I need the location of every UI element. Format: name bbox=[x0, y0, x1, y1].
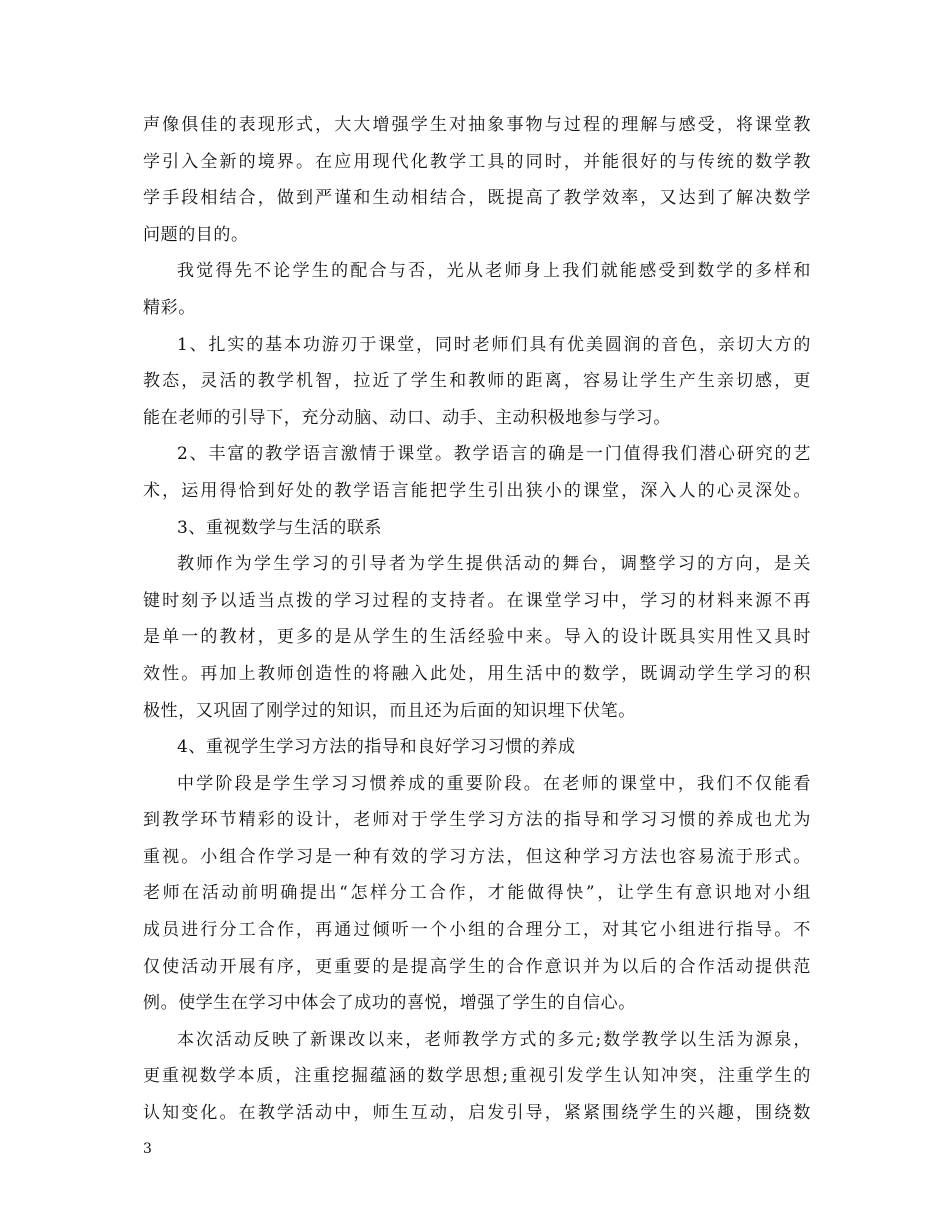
text-line: 学引入全新的境界。在应用现代化教学工具的同时，并能很好的与传统的数学教 bbox=[143, 151, 811, 172]
text-line: 仅使活动开展有序，更重要的是提高学生的合作意识并为以后的合作活动提供范 bbox=[143, 956, 811, 977]
text-line: 教态，灵活的教学机智，拉近了学生和教师的距离，容易让学生产生亲切感，更 bbox=[143, 371, 811, 392]
list-item-heading: 3、重视数学与生活的联系 bbox=[177, 517, 383, 538]
text-line: 我觉得先不论学生的配合与否，光从老师身上我们就能感受到数学的多样和 bbox=[177, 261, 811, 282]
text-line: 老师在活动前明确提出“怎样分工合作，才能做得快”，让学生有意识地对小组 bbox=[143, 883, 811, 904]
text-line: 键时刻予以适当点拨的学习过程的支持者。在课堂学习中，学习的材料来源不再 bbox=[143, 590, 811, 611]
text-line: 例。使学生在学习中体会了成功的喜悦，增强了学生的自信心。 bbox=[143, 993, 636, 1014]
body-text bbox=[143, 107, 811, 1132]
text-line: 学手段相结合，做到严谨和生动相结合，既提高了教学效率，又达到了解决数学 bbox=[143, 188, 811, 209]
text-line: 认知变化。在教学活动中，师生互动，启发引导，紧紧围绕学生的兴趣，围绕数 bbox=[143, 1103, 811, 1124]
page-number: 3 bbox=[143, 1141, 152, 1157]
text-line: 术，运用得恰到好处的教学语言能把学生引出狭小的课堂，深入人的心灵深处。 bbox=[143, 480, 811, 501]
text-line: 教师作为学生学习的引导者为学生提供活动的舞台，调整学习的方向，是关 bbox=[177, 554, 811, 575]
text-line: 是单一的教材，更多的是从学生的生活经验中来。导入的设计既具实用性又具时 bbox=[143, 627, 811, 648]
list-item-heading: 4、重视学生学习方法的指导和良好学习习惯的养成 bbox=[177, 737, 576, 758]
text-line: 更重视数学本质，注重挖掘蕴涵的数学思想;重视引发学生认知冲突，注重学生的 bbox=[143, 1066, 811, 1087]
text-line: 问题的目的。 bbox=[143, 224, 249, 245]
text-line: 声像俱佳的表现形式，大大增强学生对抽象事物与过程的理解与感受，将课堂教 bbox=[143, 115, 811, 135]
text-line: 效性。再加上教师创造性的将融入此处，用生活中的数学，既调动学生学习的积 bbox=[143, 663, 811, 684]
text-line: 成员进行分工合作，再通过倾听一个小组的合理分工，对其它小组进行指导。不 bbox=[143, 920, 811, 941]
text-line: 本次活动反映了新课改以来，老师教学方式的多元;数学教学以生活为源泉， bbox=[177, 1029, 811, 1050]
text-line: 能在老师的引导下，充分动脑、动口、动手、主动积极地参与学习。 bbox=[143, 407, 671, 428]
text-line: 中学阶段是学生学习习惯养成的重要阶段。在老师的课堂中，我们不仅能看 bbox=[177, 773, 811, 794]
text-line: 到教学环节精彩的设计，老师对于学生学习方法的指导和学习习惯的养成也尤为 bbox=[143, 810, 811, 831]
list-item-heading: 2、丰富的教学语言激情于课堂。教学语言的确是一门值得我们潜心研究的艺 bbox=[177, 444, 811, 465]
text-line: 精彩。 bbox=[143, 297, 196, 318]
list-item-heading: 1、扎实的基本功游刃于课堂，同时老师们具有优美圆润的音色，亲切大方的 bbox=[177, 334, 811, 355]
text-line: 极性，又巩固了刚学过的知识，而且还为后面的知识埋下伏笔。 bbox=[143, 700, 636, 721]
text-line: 重视。小组合作学习是一种有效的学习方法，但这种学习方法也容易流于形式。 bbox=[143, 846, 811, 867]
